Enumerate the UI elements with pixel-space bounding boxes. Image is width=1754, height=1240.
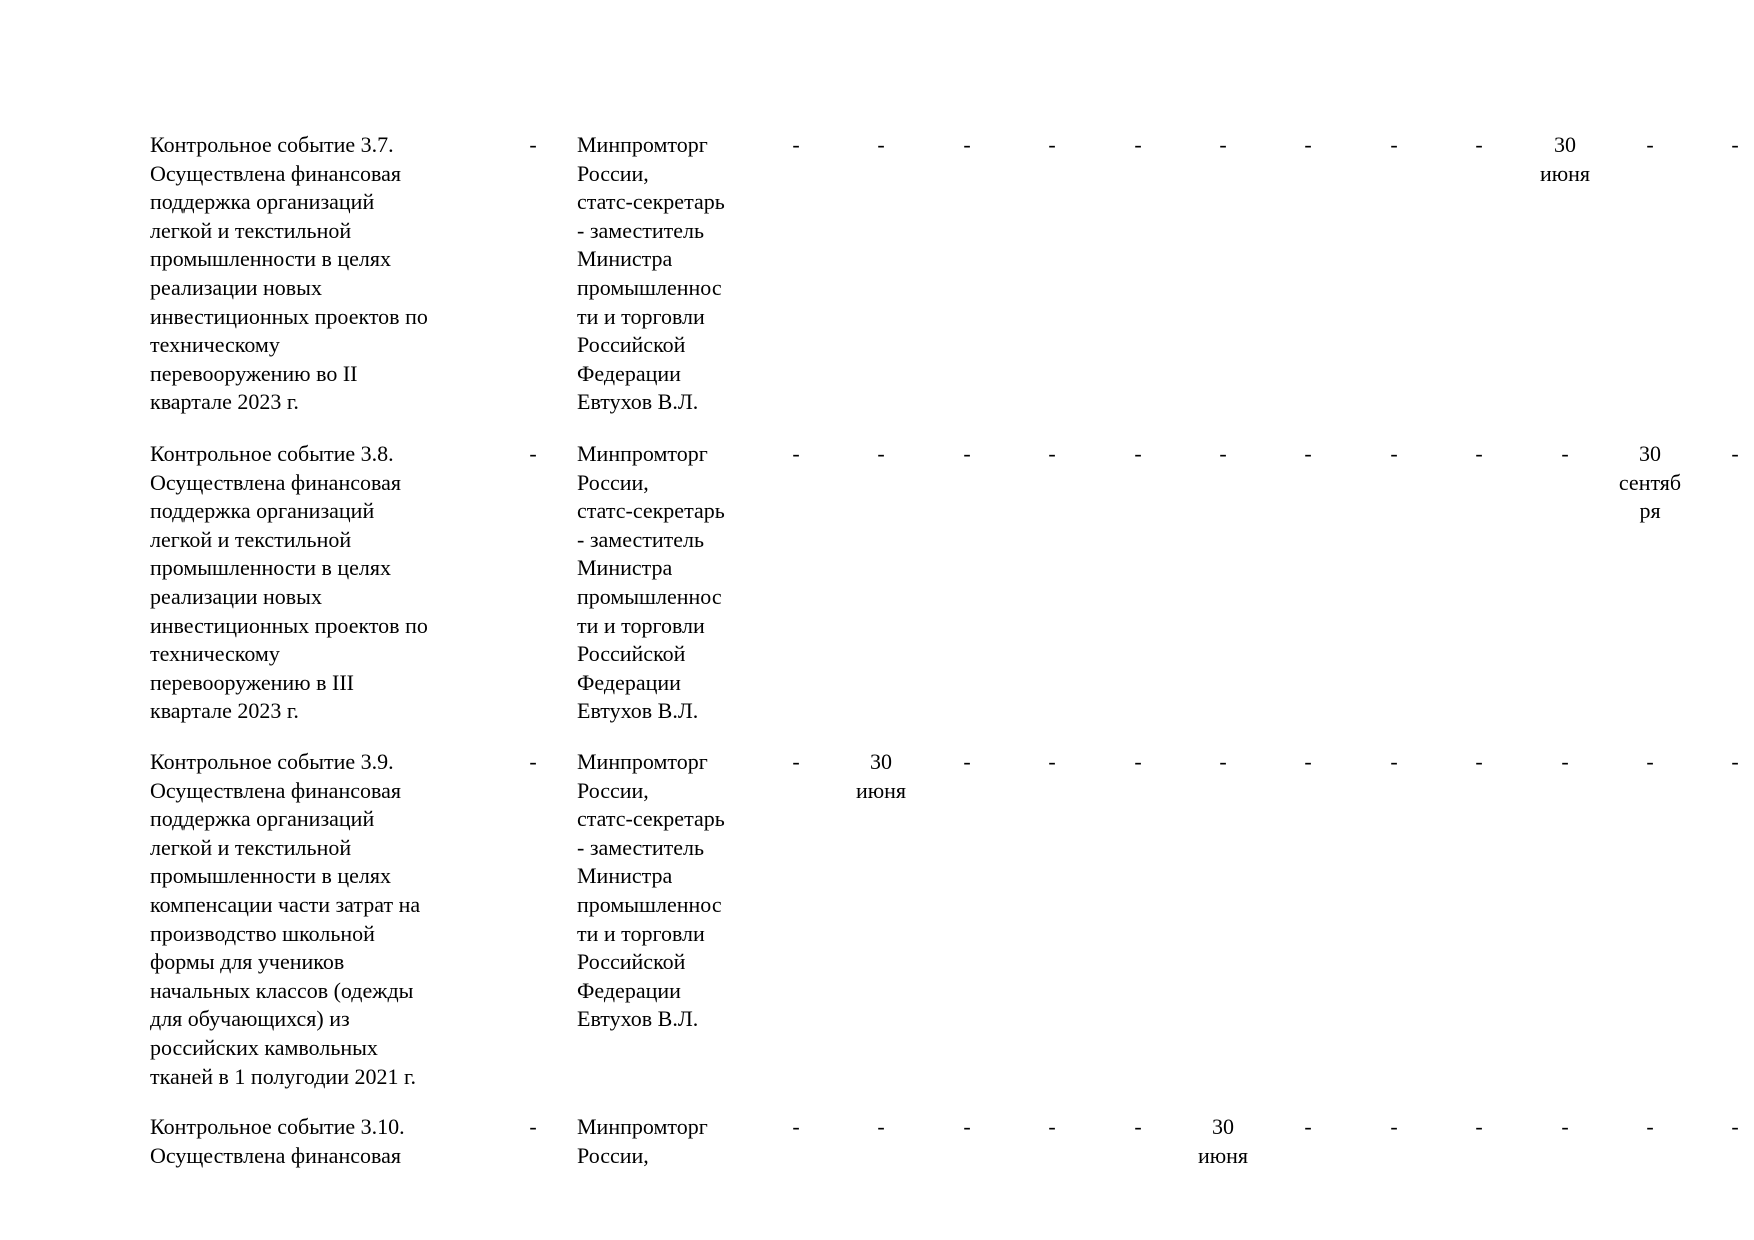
- quarter-cell: 30 июня: [1539, 132, 1591, 186]
- quarter-cell: 30 июня: [1197, 1114, 1249, 1168]
- quarter-cell: -: [792, 1114, 800, 1139]
- empty-cell: -: [529, 441, 537, 466]
- quarter-cell: -: [1048, 1114, 1056, 1139]
- quarter-cell: -: [792, 749, 800, 774]
- quarter-cell: -: [1048, 749, 1056, 774]
- quarter-cell: -: [1561, 749, 1569, 774]
- responsible-party: Минпромторг России, статс-секретарь - заместитель Министра промышленнос ти и торговли Российской Федерации Евтухов В.Л.: [577, 132, 725, 415]
- quarter-cell: -: [1390, 441, 1398, 466]
- quarter-cell: -: [963, 749, 971, 774]
- quarter-cell: -: [1304, 441, 1312, 466]
- quarter-cell: -: [1475, 441, 1483, 466]
- quarter-cell: -: [1219, 441, 1227, 466]
- quarter-cell: -: [1561, 441, 1569, 466]
- quarter-cell: -: [1219, 749, 1227, 774]
- quarter-cell: -: [1134, 749, 1142, 774]
- quarter-cell: -: [1646, 132, 1654, 157]
- quarter-cell: -: [1304, 1114, 1312, 1139]
- quarter-cell: -: [1731, 749, 1739, 774]
- quarter-cell: -: [963, 132, 971, 157]
- quarter-cell: -: [1390, 749, 1398, 774]
- quarter-cell: -: [1048, 132, 1056, 157]
- event-description: Контрольное событие 3.9. Осуществлена финансовая поддержка организаций легкой и текстильной промышленности в целях компенсации части затрат на производство школьной формы для учеников начальных классов (одежды для обучающихся) из российских камвольных тканей в 1 полугодии 2021 г.: [150, 749, 421, 1089]
- quarter-cell: -: [877, 132, 885, 157]
- quarter-cell: -: [1134, 1114, 1142, 1139]
- quarter-cell: -: [963, 1114, 971, 1139]
- quarter-cell: -: [792, 132, 800, 157]
- quarter-cell: -: [1731, 132, 1739, 157]
- quarter-cell: -: [1475, 749, 1483, 774]
- quarter-cell: -: [1646, 749, 1654, 774]
- quarter-cell: -: [1134, 132, 1142, 157]
- responsible-party: Минпромторг России,: [577, 1114, 708, 1168]
- quarter-cell: -: [1390, 132, 1398, 157]
- quarter-cell: -: [1134, 441, 1142, 466]
- quarter-cell: -: [1390, 1114, 1398, 1139]
- empty-cell: -: [529, 749, 537, 774]
- quarter-cell: -: [1475, 132, 1483, 157]
- quarter-cell: -: [1561, 1114, 1569, 1139]
- empty-cell: -: [529, 132, 537, 157]
- quarter-cell: -: [1475, 1114, 1483, 1139]
- quarter-cell: -: [963, 441, 971, 466]
- quarter-cell: -: [1219, 132, 1227, 157]
- quarter-cell: -: [792, 441, 800, 466]
- quarter-cell: 30 сентяб ря: [1618, 441, 1682, 524]
- responsible-party: Минпромторг России, статс-секретарь - заместитель Министра промышленнос ти и торговли Российской Федерации Евтухов В.Л.: [577, 441, 725, 724]
- quarter-cell: -: [1048, 441, 1056, 466]
- quarter-cell: -: [1731, 1114, 1739, 1139]
- event-description: Контрольное событие 3.10. Осуществлена финансовая: [150, 1114, 405, 1168]
- quarter-cell: -: [877, 1114, 885, 1139]
- event-description: Контрольное событие 3.7. Осуществлена финансовая поддержка организаций легкой и текстильной промышленности в целях реализации новых инвестиционных проектов по техническому перевооружению во II квартале 2023 г.: [150, 132, 428, 415]
- quarter-cell: -: [1304, 132, 1312, 157]
- quarter-cell: -: [1304, 749, 1312, 774]
- quarter-cell: -: [877, 441, 885, 466]
- responsible-party: Минпромторг России, статс-секретарь - заместитель Министра промышленнос ти и торговли Российской Федерации Евтухов В.Л.: [577, 749, 725, 1032]
- quarter-cell: 30 июня: [855, 749, 907, 803]
- empty-cell: -: [529, 1114, 537, 1139]
- quarter-cell: -: [1646, 1114, 1654, 1139]
- event-description: Контрольное событие 3.8. Осуществлена финансовая поддержка организаций легкой и текстильной промышленности в целях реализации новых инвестиционных проектов по техническому перевооружению в III квартале 2023 г.: [150, 441, 428, 724]
- quarter-cell: -: [1731, 441, 1739, 466]
